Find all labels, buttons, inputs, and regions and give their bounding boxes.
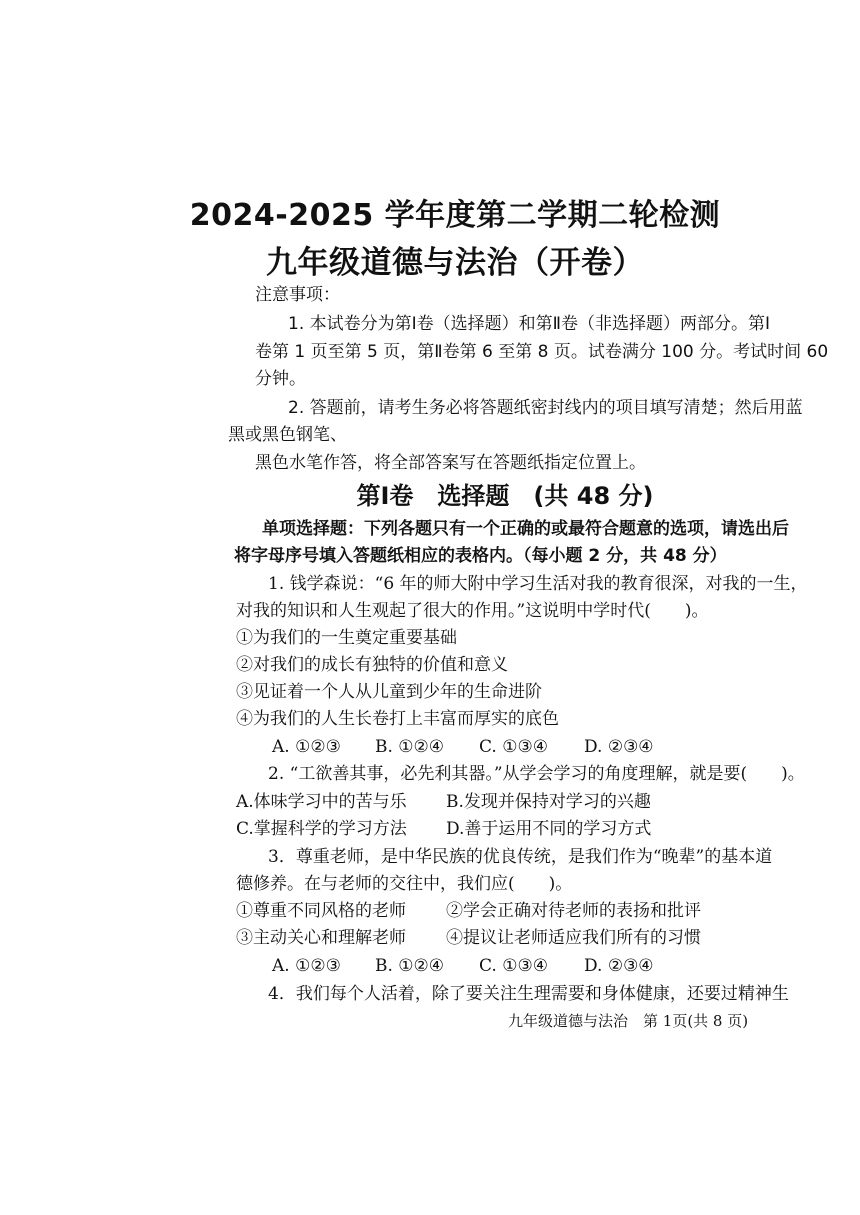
q1-stem-line1: 1. 钱学森说：“6 年的师大附中学习生活对我的教育很深，对我的一生， <box>268 574 808 594</box>
q1-option-a[interactable]: A. ①②③ <box>272 737 341 757</box>
q4-stem-line1: 4．我们每个人活着，除了要关注生理需要和身体健康，还要过精神生 <box>268 984 789 1004</box>
notes-item1-line3: 分钟。 <box>255 369 306 389</box>
notes-item1-line2: 卷第 1 页至第 5 页，第Ⅱ卷第 6 至第 8 页。试卷满分 100 分。考试时间 60 <box>255 342 829 362</box>
q3-option-c[interactable]: C. ①③④ <box>479 956 548 976</box>
exam-title: 2024-2025 学年度第二学期二轮检测 <box>189 198 721 233</box>
q2-option-b[interactable]: B.发现并保持对学习的兴趣 <box>446 792 651 812</box>
q2-option-a[interactable]: A.体味学习中的苦与乐 <box>236 792 407 812</box>
q1-option-c[interactable]: C. ①③④ <box>479 737 548 757</box>
notes-item2-line2: 黑或黑色钢笔、 <box>228 425 347 445</box>
q3-statement-4: ④提议让老师适应我们所有的习惯 <box>446 928 701 948</box>
q1-options <box>272 734 654 760</box>
q3-stem-line2: 德修养。在与老师的交往中，我们应( )。 <box>236 874 573 894</box>
q3-statement-3: ③主动关心和理解老师 <box>236 928 406 948</box>
section-title: 第Ⅰ卷 选择题 (共 48 分) <box>356 482 654 510</box>
q3-option-d[interactable]: D. ②③④ <box>584 956 654 976</box>
q2-option-c[interactable]: C.掌握科学的学习方法 <box>236 819 407 839</box>
q3-statement-1: ①尊重不同风格的老师 <box>236 901 406 921</box>
q1-option-b[interactable]: B. ①②④ <box>375 737 445 757</box>
q1-statement-1: ①为我们的一生奠定重要基础 <box>236 628 457 648</box>
q2-options-row2 <box>236 816 651 842</box>
exam-subtitle: 九年级道德与法治（开卷） <box>266 245 644 281</box>
q3-options <box>272 953 654 979</box>
q2-stem-line1: 2. “工欲善其事，必先利其器。”从学会学习的角度理解，就是要( )。 <box>268 764 805 784</box>
q3-option-a[interactable]: A. ①②③ <box>272 956 341 976</box>
notes-item2-line1: 2. 答题前，请考生务必将答题纸密封线内的项目填写清楚；然后用蓝 <box>288 398 803 418</box>
q1-statement-2: ②对我们的成长有独特的价值和意义 <box>236 655 508 675</box>
q2-option-d[interactable]: D.善于运用不同的学习方式 <box>446 819 652 839</box>
section-instruction-line1: 单项选择题：下列各题只有一个正确的或最符合题意的选项，请选出后 <box>262 519 789 539</box>
q3-option-b[interactable]: B. ①②④ <box>375 956 445 976</box>
q2-options-row1 <box>236 789 651 815</box>
notes-heading: 注意事项： <box>255 285 340 305</box>
page-footer: 九年级道德与法治 第 1页(共 8 页) <box>508 1012 749 1030</box>
q3-statements-row1 <box>236 898 701 924</box>
q3-stem-line1: 3．尊重老师，是中华民族的优良传统，是我们作为“晚辈”的基本道 <box>268 847 773 867</box>
q1-statement-4: ④为我们的人生长卷打上丰富而厚实的底色 <box>236 709 559 729</box>
q3-statements-row2 <box>236 925 701 951</box>
section-instruction-line2: 将字母序号填入答题纸相应的表格内。（每小题 2 分，共 48 分） <box>234 546 727 566</box>
q1-stem-line2: 对我的知识和人生观起了很大的作用。”这说明中学时代( )。 <box>236 601 709 621</box>
notes-item1-line1: 1. 本试卷分为第Ⅰ卷（选择题）和第Ⅱ卷（非选择题）两部分。第Ⅰ <box>288 314 771 334</box>
q1-statement-3: ③见证着一个人从儿童到少年的生命进阶 <box>236 682 542 702</box>
notes-item2-line3: 黑色水笔作答，将全部答案写在答题纸指定位置上。 <box>255 453 646 473</box>
q1-option-d[interactable]: D. ②③④ <box>584 737 654 757</box>
q3-statement-2: ②学会正确对待老师的表扬和批评 <box>446 901 701 921</box>
